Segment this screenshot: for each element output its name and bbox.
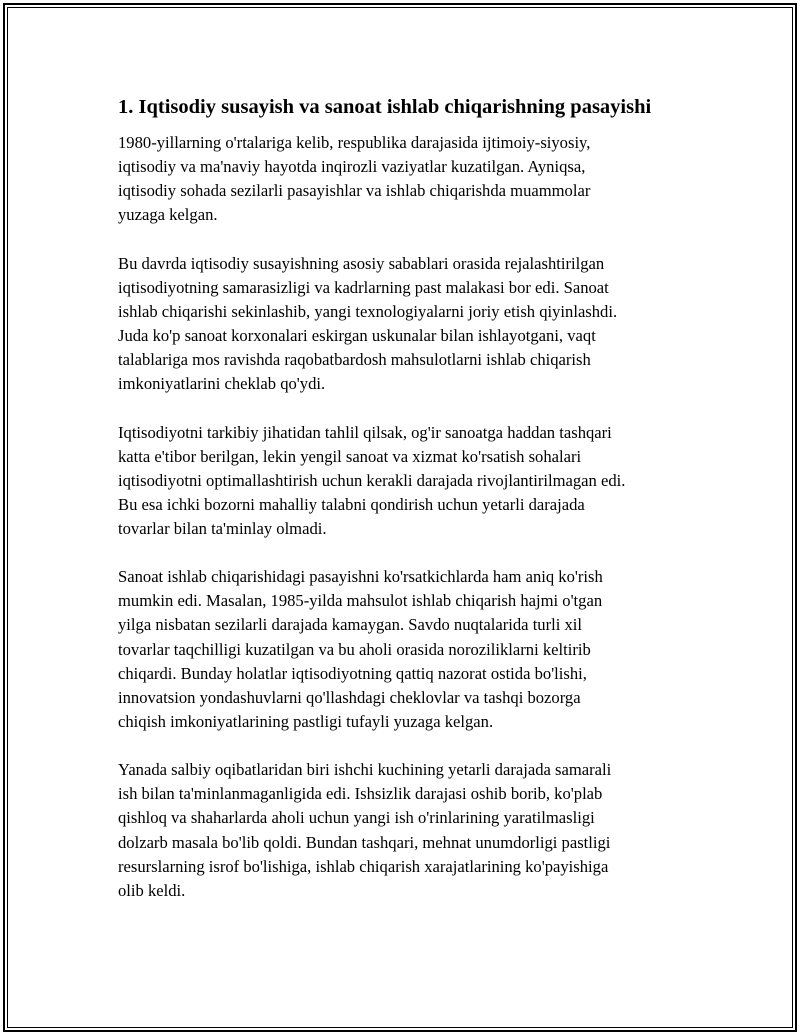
paragraph	[118, 131, 698, 227]
text-line: Bu esa ichki bozorni mahalliy talabni qondirish uchun yetarli darajada	[118, 494, 585, 514]
text-line: tovarlar bilan ta'minlay olmadi.	[118, 518, 327, 538]
text-line: Iqtisodiyotni tarkibiy jihatidan tahlil qilsak, og'ir sanoatga haddan tashqari	[118, 422, 612, 442]
paragraph	[118, 421, 698, 541]
text-line: chiqish imkoniyatlarining pastligi tufayli yuzaga kelgan.	[118, 711, 494, 731]
paragraph	[118, 565, 698, 734]
text-line: Yanada salbiy oqibatlaridan biri ishchi kuchining yetarli darajada samarali	[118, 760, 612, 780]
text-line: iqtisodiyotning samarasizligi va kadrlarning past malakasi bor edi. Sanoat	[118, 277, 609, 297]
text-line: yilga nisbatan sezilarli darajada kamaygan. Savdo nuqtalarida turli xil	[118, 615, 583, 635]
paragraph	[118, 758, 698, 903]
text-line: mumkin edi. Masalan, 1985-yilda mahsulot ishlab chiqarish hajmi o'tgan	[118, 591, 603, 611]
text-line: iqtisodiy va ma'naviy hayotda inqirozli vaziyatlar kuzatilgan. Ayniqsa,	[118, 157, 586, 177]
text-line: yuzaga kelgan.	[118, 205, 218, 225]
section-heading: 1. Iqtisodiy susayish va sanoat ishlab chiqarishning pasayishi	[118, 96, 652, 118]
text-line: iqtisodiy sohada sezilarli pasayishlar va ishlab chiqarishda muammolar	[118, 181, 591, 201]
paragraph	[118, 252, 698, 397]
text-line: ishlab chiqarishi sekinlashib, yangi texnologiyalarni joriy etish qiyinlashdi.	[118, 301, 618, 321]
text-line: olib keldi.	[118, 880, 186, 900]
text-line: iqtisodiyotni optimallashtirish uchun kerakli darajada rivojlantirilmagan edi.	[118, 470, 626, 490]
text-line: ish bilan ta'minlanmaganligida edi. Ishsizlik darajasi oshib borib, ko'plab	[118, 784, 603, 804]
text-line: resurslarning isrof bo'lishiga, ishlab chiqarish xarajatlarining ko'payishiga	[118, 856, 609, 876]
text-line: dolzarb masala bo'lib qoldi. Bundan tashqari, mehnat unumdorligi pastligi	[118, 832, 611, 852]
text-line: Juda ko'p sanoat korxonalari eskirgan uskunalar bilan ishlayotgani, vaqt	[118, 325, 596, 345]
text-line: Sanoat ishlab chiqarishidagi pasayishni ko'rsatkichlarda ham aniq ko'rish	[118, 567, 603, 587]
text-line: Bu davrda iqtisodiy susayishning asosiy sabablari orasida rejalashtirilgan	[118, 253, 605, 273]
text-line: tovarlar taqchilligi kuzatilgan va bu aholi orasida noroziliklarni keltirib	[118, 639, 591, 659]
text-line: chiqardi. Bunday holatlar iqtisodiyotning qattiq nazorat ostida bo'lishi,	[118, 663, 587, 683]
text-line: innovatsion yondashuvlarni qo'llashdagi cheklovlar va tashqi bozorga	[118, 687, 581, 707]
text-line: imkoniyatlarini cheklab qo'ydi.	[118, 374, 326, 394]
text-line: 1980-yillarning o'rtalariga kelib, respublika darajasida ijtimoiy-siyosiy,	[118, 133, 591, 152]
document-body	[118, 93, 698, 927]
text-line: qishloq va shaharlarda aholi uchun yangi ish o'rinlarining yaratilmasligi	[118, 808, 595, 828]
text-line: talablariga mos ravishda raqobatbardosh mahsulotlarni ishlab chiqarish	[118, 350, 591, 370]
text-line: katta e'tibor berilgan, lekin yengil sanoat va xizmat ko'rsatish sohalari	[118, 446, 582, 466]
